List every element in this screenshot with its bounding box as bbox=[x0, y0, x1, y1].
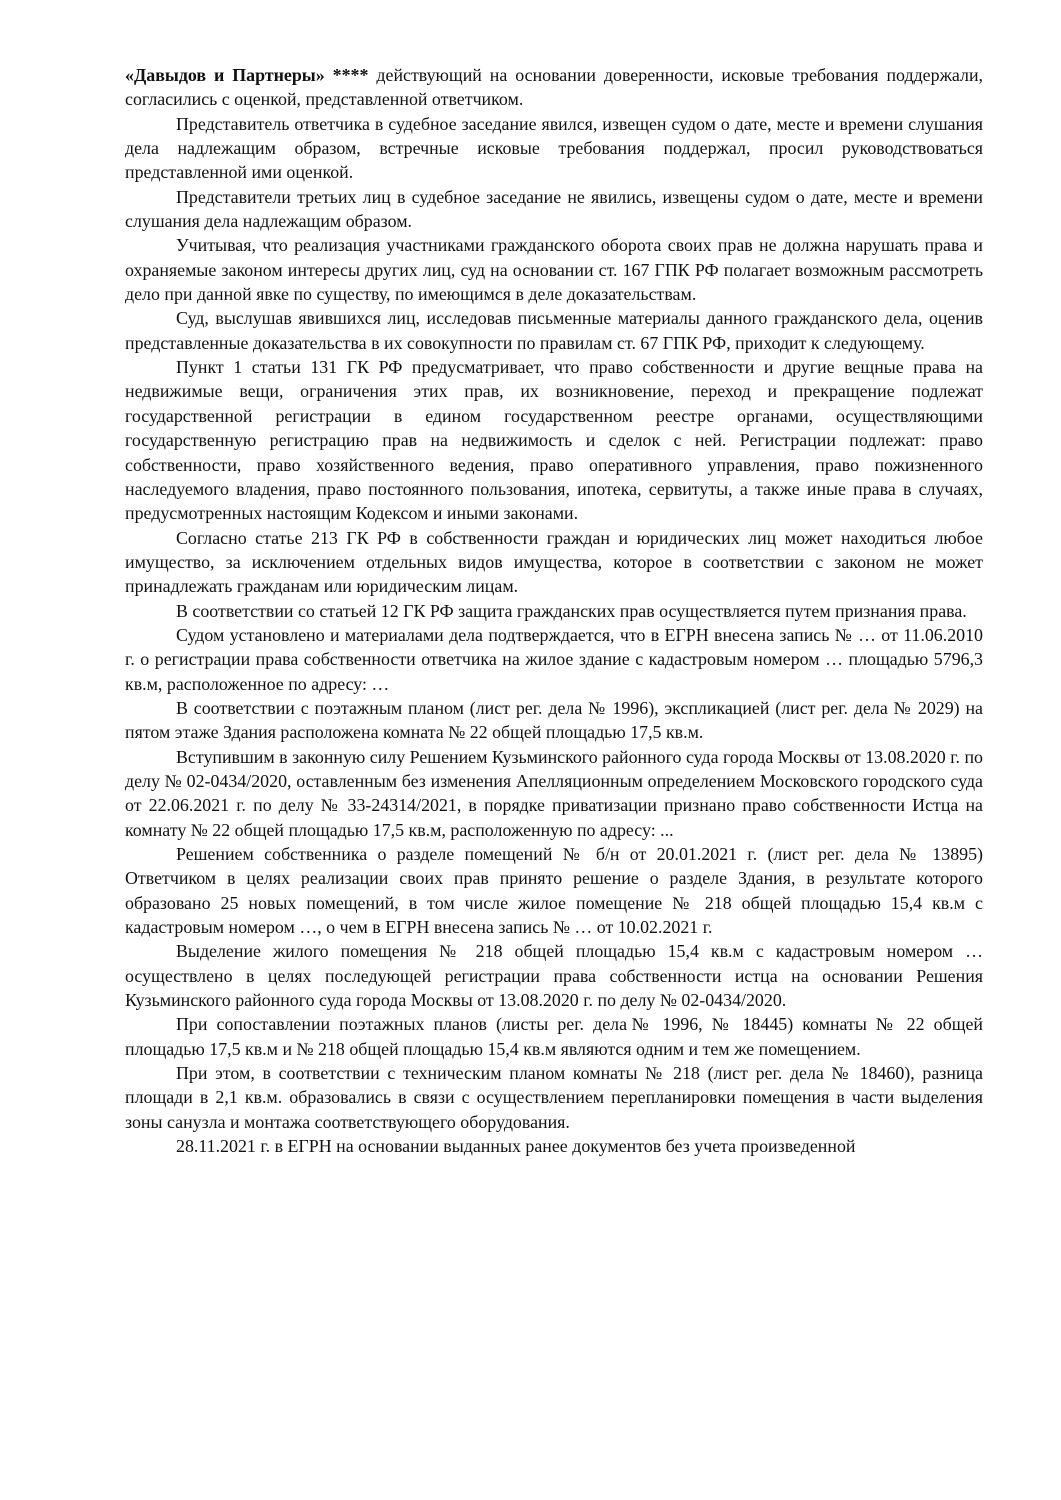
paragraph-1-text: действующий на основании доверенности, исковые требования поддержали, согласились с оценкой, представленной ответчиком. bbox=[125, 65, 983, 110]
paragraph-4: Учитывая, что реализация участниками гражданского оборота своих прав не должна нарушать права и охраняемые законом интересы других лиц, суд на основании ст. 167 ГПК РФ полагает возможным рассмотреть дело при данной явке по существу, по имеющимся в деле доказательствам. bbox=[125, 235, 983, 305]
paragraph-6: Пункт 1 статьи 131 ГК РФ предусматривает, что право собственности и другие вещные права на недвижимые вещи, ограничения этих прав, их возникновение, переход и прекращение подлежат государственной регистрации в едином государственном реестре органами, осуществляющими государственную регистрацию прав на недвижимость и сделок с ней. Регистрации подлежат: право собственности, право хозяйственного ведения, право оперативного управления, право пожизненного наследуемого владения, право постоянного пользования, ипотека, сервитуты, а также иные права в случаях, предусмотренных настоящим Кодексом и иными законами. bbox=[125, 357, 983, 524]
paragraph-7: Согласно статье 213 ГК РФ в собственности граждан и юридических лиц может находиться любое имущество, за исключением отдельных видов имущества, которое в соответствии с законом не может принадлежать гражданам или юридическим лицам. bbox=[125, 527, 983, 597]
paragraph-10: В соответствии с поэтажным планом (лист рег. дела № 1996), экспликацией (лист рег. дела № 2029) на пятом этаже Здания расположена комната № 22 общей площадью 17,5 кв.м. bbox=[125, 697, 983, 743]
paragraph-8: В соответствии со статьей 12 ГК РФ защита гражданских прав осуществляется путем признания права. bbox=[176, 600, 967, 621]
paragraph-5: Суд, выслушав явившихся лиц, исследовав письменные материалы данного гражданского дела, оценив представленные доказательства в их совокупности по правилам ст. 67 ГПК РФ, приходит к следующему. bbox=[125, 308, 983, 353]
paragraph-16: 28.11.2021 г. в ЕГРН на основании выданных ранее документов без учета произведенной bbox=[176, 1136, 856, 1157]
paragraph-12: Решением собственника о разделе помещений № б/н от 20.01.2021 г. (лист рег. дела № 13895) Ответчиком в целях реализации своих прав принято решение о разделе Здания, в результате которого образовано 25 новых помещений, в том числе жилое помещение № 218 общей площадью 15,4 кв.м с кадастровым номером …, о чем в ЕГРН внесена запись № … от 10.02.2021 г. bbox=[125, 844, 983, 938]
paragraph-11: Вступившим в законную силу Решением Кузьминского районного суда города Москвы от 13.08.2020 г. по делу № 02-0434/2020, оставленным без изменения Апелляционным определением Московского городского суда от 22.06.2021 г. по делу № 33-24314/2021, в порядке приватизации признано право собственности Истца на комнату № 22 общей площадью 17,5 кв.м, расположенную по адресу: ... bbox=[125, 746, 983, 840]
document-page bbox=[125, 63, 983, 1158]
paragraph-15: При этом, в соответствии с техническим планом комнаты № 218 (лист рег. дела № 18460), разница площади в 2,1 кв.м. образовались в связи с осуществлением перепланировки помещения в части выделения зоны санузла и монтажа соответствующего оборудования. bbox=[125, 1063, 983, 1132]
paragraph-3: Представители третьих лиц в судебное заседание не явились, извещены судом о дате, месте и времени слушания дела надлежащим образом. bbox=[125, 186, 983, 232]
party-name: «Давыдов и Партнеры» **** bbox=[125, 65, 369, 85]
paragraph-9: Судом установлено и материалами дела подтверждается, что в ЕГРН внесена запись № … от 11.06.2010 г. о регистрации права собственности ответчика на жилое здание с кадастровым номером … площадью 5796,3 кв.м, расположенное по адресу: … bbox=[125, 624, 983, 694]
paragraph-14: При сопоставлении поэтажных планов (листы рег. дела№ 1996, № 18445) комнаты № 22 общей площадью 17,5 кв.м и № 218 общей площадью 15,4 кв.м являются одним и тем же помещением. bbox=[125, 1014, 983, 1059]
paragraph-1 bbox=[125, 63, 983, 112]
paragraph-2: Представитель ответчика в судебное заседание явился, извещен судом о дате, месте и времени слушания дела надлежащим образом, встречные исковые требования поддержал, просил руководствоваться представленной ими оценкой. bbox=[125, 113, 983, 183]
paragraph-13: Выделение жилого помещения № 218 общей площадью 15,4 кв.м с кадастровым номером … осуществлено в целях последующей регистрации права собственности истца на основании Решения Кузьминского районного суда города Москвы от 13.08.2020 г. по делу № 02-0434/2020. bbox=[125, 941, 983, 1011]
